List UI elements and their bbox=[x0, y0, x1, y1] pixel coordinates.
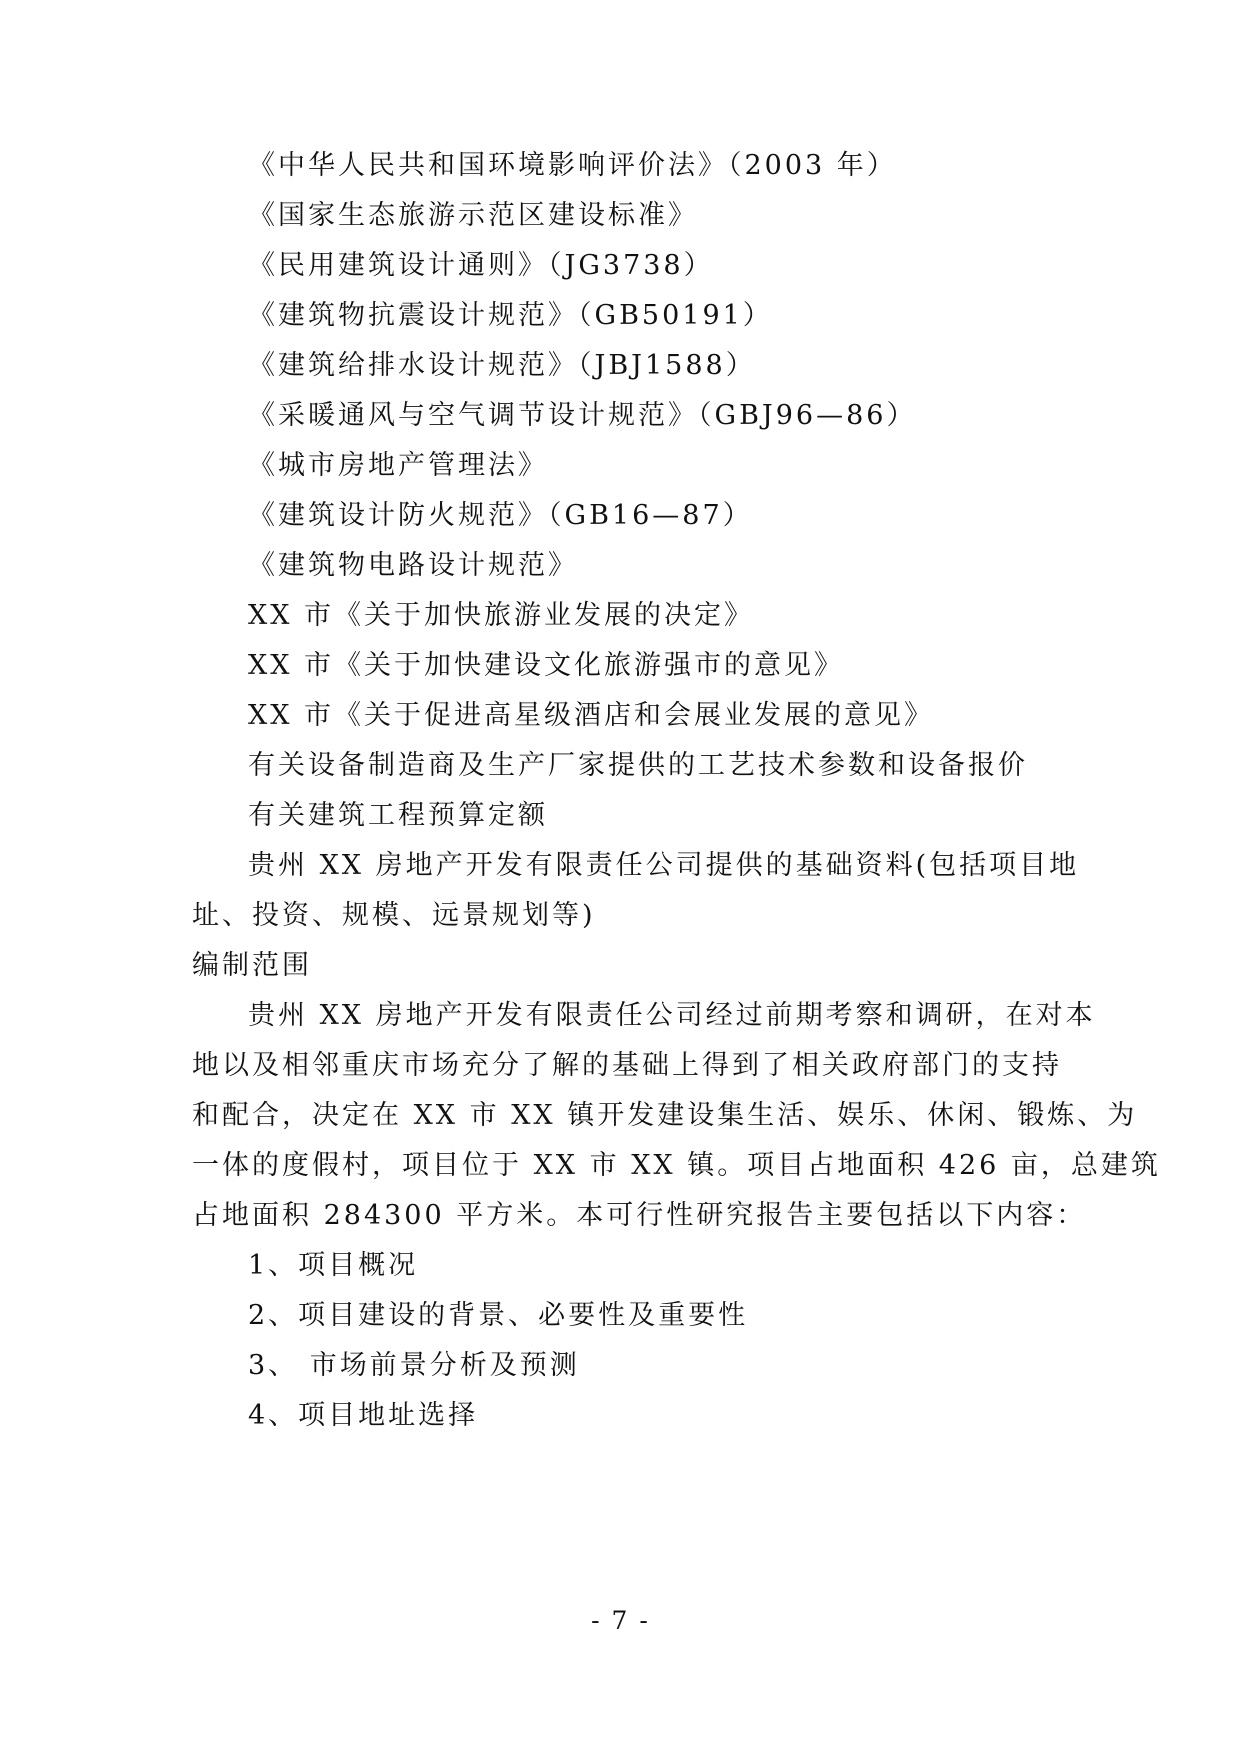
reference-item: 《建筑给排水设计规范》（JBJ1588） bbox=[248, 350, 756, 381]
contents-list-item: 3、 市场前景分析及预测 bbox=[248, 1350, 580, 1381]
reference-item: 《采暖通风与空气调节设计规范》（GBJ96—86） bbox=[248, 400, 917, 431]
contents-list-item: 2、项目建设的背景、必要性及重要性 bbox=[248, 1300, 749, 1331]
reference-item: 《建筑物电路设计规范》 bbox=[248, 550, 578, 581]
scope-paragraph-line: 和配合，决定在 XX 市 XX 镇开发建设集生活、娱乐、休闲、锻炼、为 bbox=[192, 1100, 1138, 1131]
scope-paragraph-line: 贵州 XX 房地产开发有限责任公司经过前期考察和调研，在对本 bbox=[248, 1000, 1096, 1031]
reference-item: 《民用建筑设计通则》（JG3738） bbox=[248, 250, 714, 281]
scope-paragraph-line: 地以及相邻重庆市场充分了解的基础上得到了相关政府部门的支持 bbox=[192, 1050, 1062, 1081]
reference-item: 《建筑物抗震设计规范》（GB50191） bbox=[248, 300, 773, 331]
basic-data-line: 贵州 XX 房地产开发有限责任公司提供的基础资料(包括项目地 bbox=[248, 850, 1080, 881]
reference-item: 《中华人民共和国环境影响评价法》（2003 年） bbox=[248, 150, 897, 181]
scope-paragraph-line: 占地面积 284300 平方米。本可行性研究报告主要包括以下内容： bbox=[192, 1200, 1087, 1231]
reference-item: XX 市《关于加快旅游业发展的决定》 bbox=[248, 600, 755, 631]
basic-data-line: 址、投资、规模、远景规划等) bbox=[192, 900, 596, 931]
page-number: - 7 - bbox=[591, 1606, 650, 1635]
reference-item: 有关设备制造商及生产厂家提供的工艺技术参数和设备报价 bbox=[248, 750, 1028, 781]
scope-paragraph-line: 一体的度假村，项目位于 XX 市 XX 镇。项目占地面积 426 亩，总建筑 bbox=[192, 1150, 1161, 1181]
contents-list-item: 1、项目概况 bbox=[248, 1250, 419, 1281]
reference-item: 《城市房地产管理法》 bbox=[248, 450, 548, 481]
reference-item: 《国家生态旅游示范区建设标准》 bbox=[248, 200, 698, 231]
reference-item: XX 市《关于加快建设文化旅游强市的意见》 bbox=[248, 650, 845, 681]
reference-item: 《建筑设计防火规范》（GB16—87） bbox=[248, 500, 753, 531]
reference-item: XX 市《关于促进高星级酒店和会展业发展的意见》 bbox=[248, 700, 935, 731]
scope-heading: 编制范围 bbox=[192, 950, 312, 981]
contents-list-item: 4、项目地址选择 bbox=[248, 1400, 479, 1431]
reference-item: 有关建筑工程预算定额 bbox=[248, 800, 548, 831]
